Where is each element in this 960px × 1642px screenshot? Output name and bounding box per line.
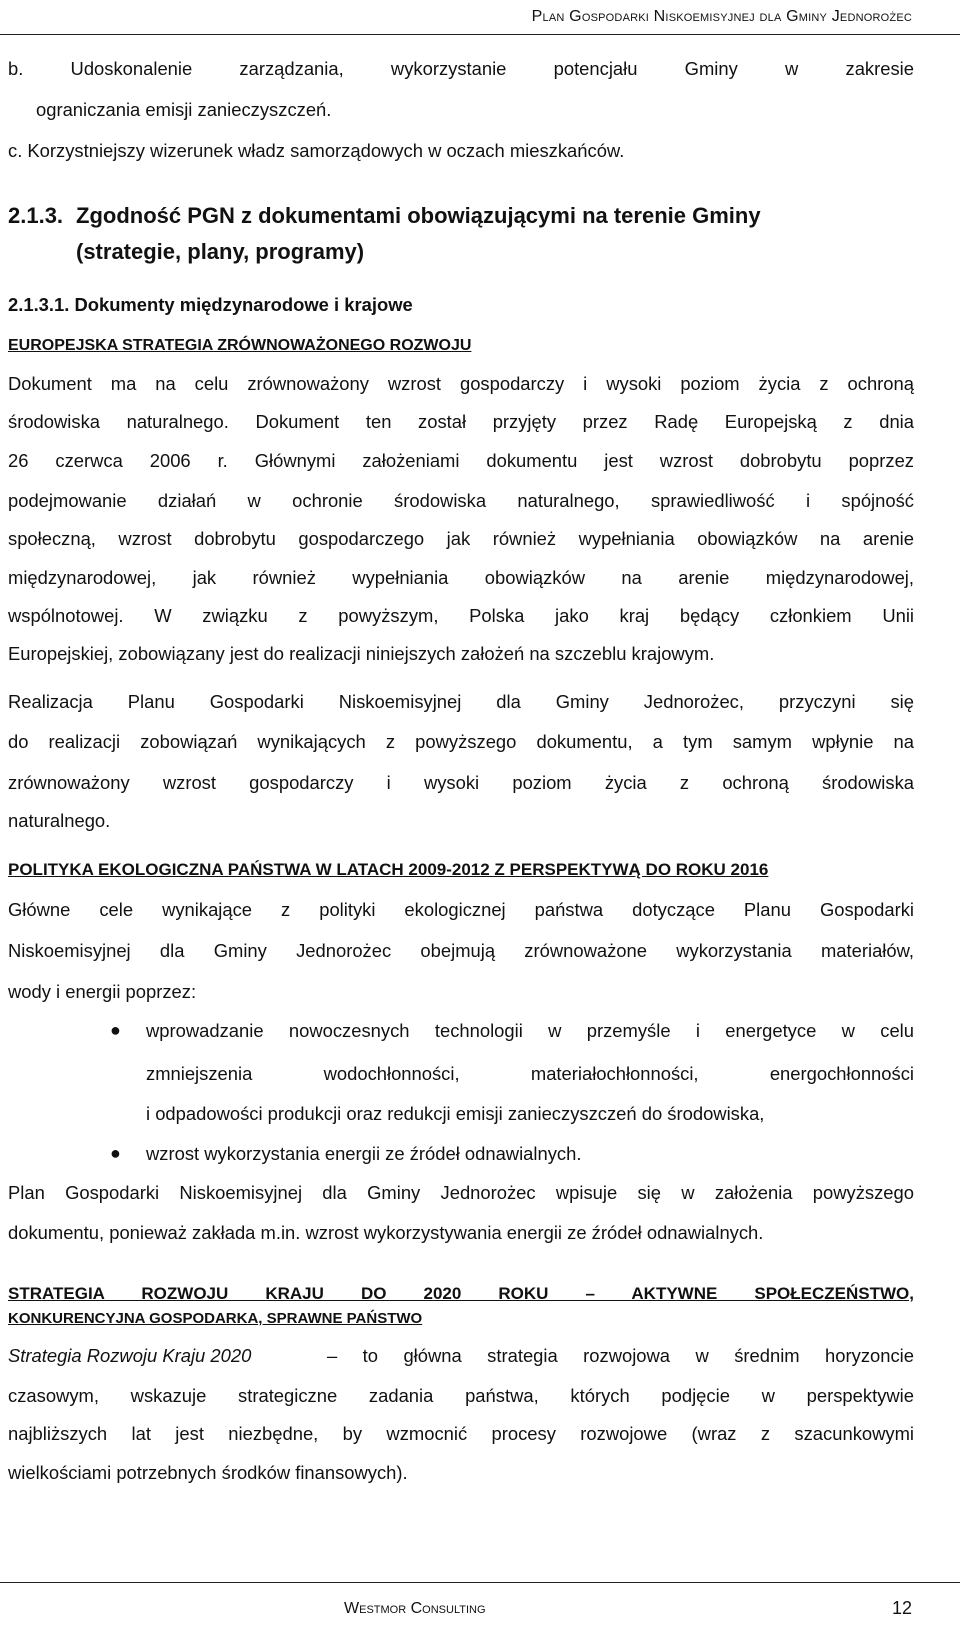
realizacja-line-4: naturalnego. bbox=[8, 810, 111, 831]
srk-line-1: – to główna strategia rozwojowa w średnim horyzoncie bbox=[327, 1345, 914, 1366]
pgn-line-2: dokumentu, ponieważ zakłada m.in. wzrost wykorzystywania energii ze źródeł odnawialnych. bbox=[8, 1222, 764, 1243]
srk-title-italic: Strategia Rozwoju Kraju 2020 bbox=[8, 1345, 252, 1366]
section-title-line-2: (strategie, plany, programy) bbox=[76, 239, 365, 264]
list-item-b-line-1: b. Udoskonalenie zarządzania, wykorzystanie potencjału Gminy w zakresie bbox=[8, 58, 914, 79]
list-item-c: c. Korzystniejszy wizerunek władz samorządowych w oczach mieszkańców. bbox=[8, 140, 625, 161]
bullet-icon: ● bbox=[110, 1020, 121, 1040]
esz-line-7: wspólnotowej. W związku z powyższym, Polska jako kraj będący członkiem Unii bbox=[8, 605, 914, 626]
esz-line-1: Dokument ma na celu zrównoważony wzrost gospodarczy i wysoki poziom życia z ochroną bbox=[8, 373, 914, 394]
header-rule bbox=[0, 34, 960, 35]
esz-line-2: środowiska naturalnego. Dokument ten został przyjęty przez Radę Europejską z dnia bbox=[8, 411, 914, 432]
srk-line-2: czasowym, wskazuje strategiczne zadania państwa, których podjęcie w perspektywie bbox=[8, 1385, 914, 1406]
pgn-line-1: Plan Gospodarki Niskoemisyjnej dla Gminy Jednorożec wpisuje się w założenia powyższego bbox=[8, 1182, 914, 1203]
pek-line-1: Główne cele wynikające z polityki ekologicznej państwa dotyczące Planu Gospodarki bbox=[8, 899, 914, 920]
bullet-icon: ● bbox=[110, 1143, 121, 1163]
footer-rule bbox=[0, 1582, 960, 1583]
page-number: 12 bbox=[891, 1598, 912, 1618]
esz-line-4: podejmowanie działań w ochronie środowiska naturalnego, sprawiedliwość i spójność bbox=[8, 490, 914, 511]
srk-heading-line-1: STRATEGIA ROZWOJU KRAJU DO 2020 ROKU – AKTYWNE SPOŁECZEŃSTWO, bbox=[8, 1284, 914, 1303]
bullet-1-line-3: i odpadowości produkcji oraz redukcji emisji zanieczyszczeń do środowiska, bbox=[146, 1103, 765, 1124]
srk-line-4: wielkościami potrzebnych środków finansowych). bbox=[8, 1462, 408, 1483]
bullet-1-line-1: wprowadzanie nowoczesnych technologii w przemyśle i energetyce w celu bbox=[146, 1020, 914, 1041]
realizacja-line-2: do realizacji zobowiązań wynikających z powyższego dokumentu, a tym samym wpłynie na bbox=[8, 731, 914, 752]
esz-line-6: międzynarodowej, jak również wypełniania obowiązków na arenie międzynarodowej, bbox=[8, 567, 914, 588]
esz-line-8: Europejskiej, zobowiązany jest do realizacji niniejszych założeń na szczeblu krajowym. bbox=[8, 643, 715, 664]
srk-line-3: najbliższych lat jest niezbędne, by wzmocnić procesy rozwojowe (wraz z szacunkowymi bbox=[8, 1423, 914, 1444]
esz-line-5: społeczną, wzrost dobrobytu gospodarczego jak również wypełniania obowiązków na arenie bbox=[8, 528, 914, 549]
bullet-2-line-1: wzrost wykorzystania energii ze źródeł odnawialnych. bbox=[146, 1143, 582, 1164]
footer-company: Westmor Consulting bbox=[344, 1600, 486, 1617]
pek-heading: POLITYKA EKOLOGICZNA PAŃSTWA W LATACH 2009-2012 Z PERSPEKTYWĄ DO ROKU 2016 bbox=[8, 860, 769, 879]
bullet-1-line-2: zmniejszenia wodochłonności, materiałochłonności, energochłonności bbox=[146, 1063, 914, 1084]
esz-line-3: 26 czerwca 2006 r. Głównymi założeniami dokumentu jest wzrost dobrobytu poprzez bbox=[8, 450, 914, 471]
esz-heading: EUROPEJSKA STRATEGIA ZRÓWNOWAŻONEGO ROZWOJU bbox=[8, 337, 472, 354]
section-number: 2.1.3. bbox=[8, 203, 64, 228]
subsection-title: 2.1.3.1. Dokumenty międzynarodowe i krajowe bbox=[8, 294, 413, 315]
pek-line-3: wody i energii poprzez: bbox=[8, 981, 197, 1002]
section-title-line-1: Zgodność PGN z dokumentami obowiązującymi na terenie Gminy bbox=[76, 203, 761, 228]
list-item-b-line-2: ograniczania emisji zanieczyszczeń. bbox=[36, 99, 332, 120]
realizacja-line-1: Realizacja Planu Gospodarki Niskoemisyjnej dla Gminy Jednorożec, przyczyni się bbox=[8, 691, 914, 712]
pek-line-2: Niskoemisyjnej dla Gminy Jednorożec obejmują zrównoważone wykorzystania materiałów, bbox=[8, 940, 914, 961]
srk-heading-line-2: KONKURENCYJNA GOSPODARKA, SPRAWNE PAŃSTWO bbox=[8, 1310, 423, 1327]
realizacja-line-3: zrównoważony wzrost gospodarczy i wysoki poziom życia z ochroną środowiska bbox=[8, 772, 914, 793]
page-header: Plan Gospodarki Niskoemisyjnej dla Gminy Jednorożec bbox=[531, 8, 912, 25]
